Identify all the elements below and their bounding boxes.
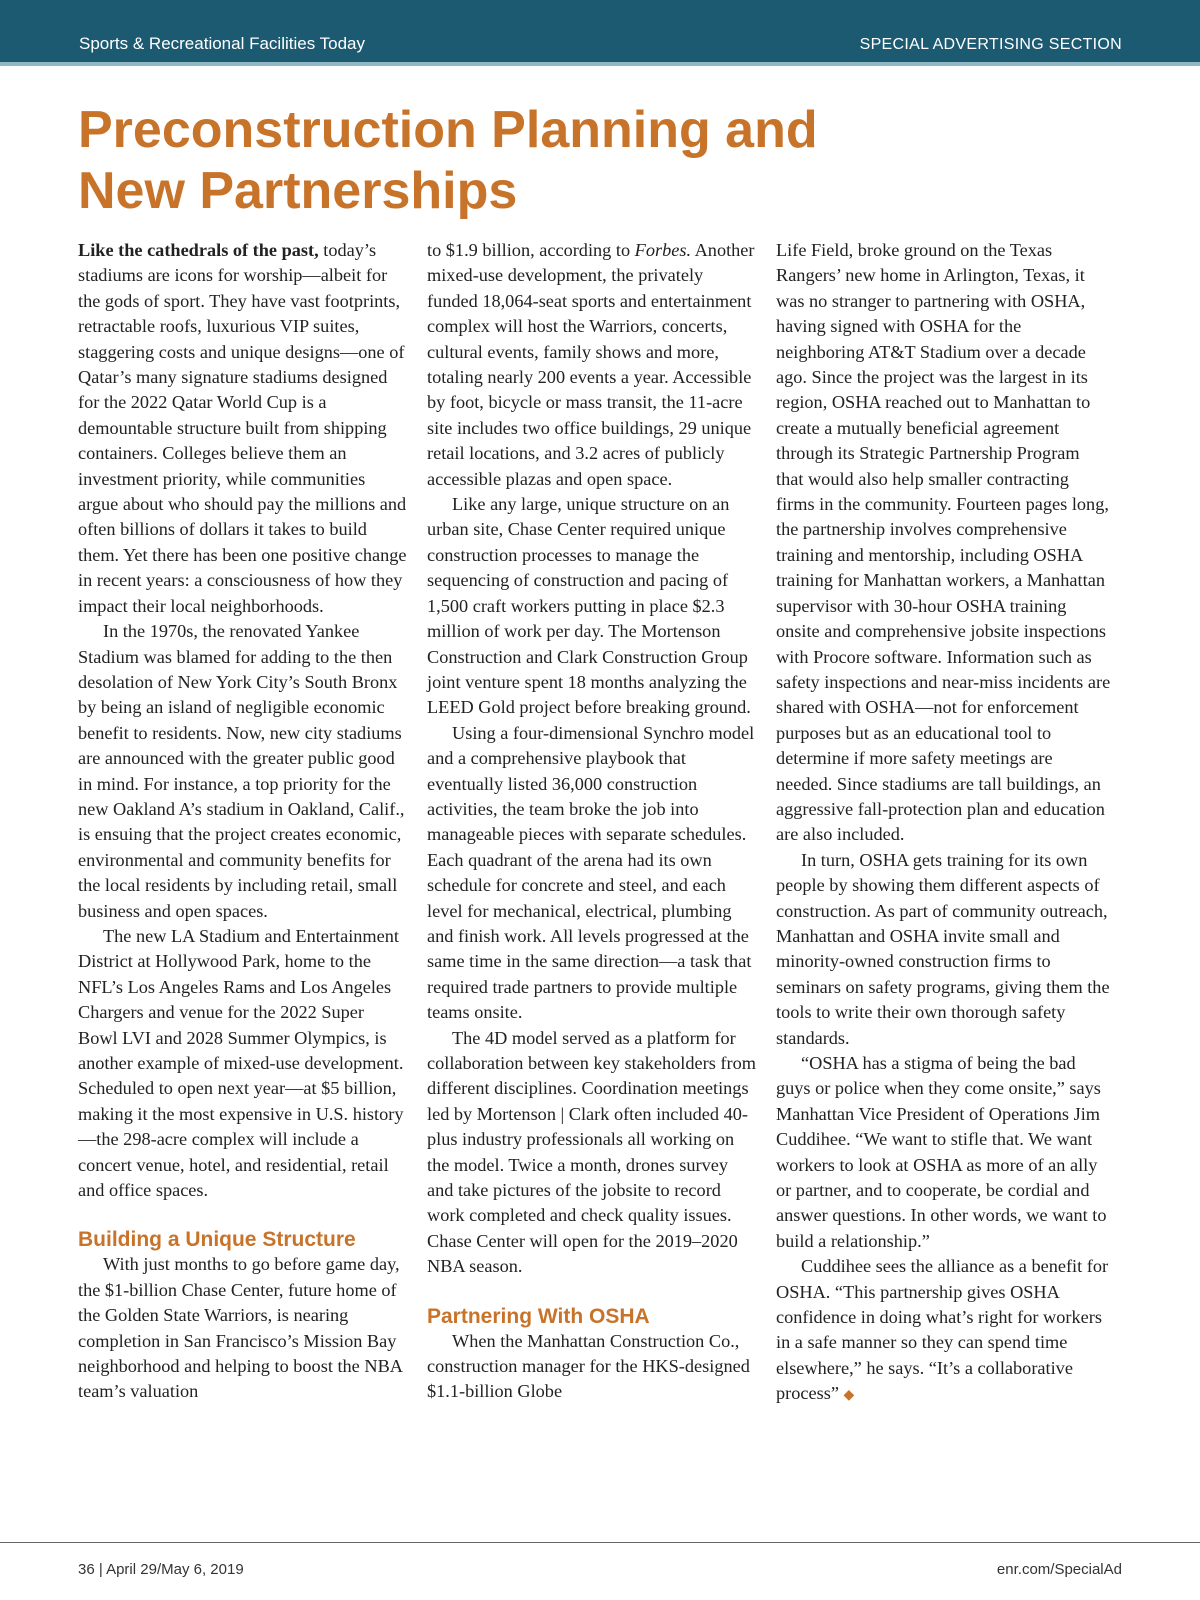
article-paragraph: Life Field, broke ground on the Texas Rangers’ new home in Arlington, Texas, it was no stranger to partnering with OSHA, having signed with OSHA for the neighboring AT&T Stadium over a decade ago. Since the project was the largest in its region, OSHA reached out to Manhattan to create a mutually beneficial agreement through its Strategic Partnership Program that would also help smaller contracting firms in the community. Fourteen pages long, the partnership involves comprehensive training and mentorship, including OSHA training for Manhattan workers, a Manhattan supervisor with 30-hour OSHA training onsite and comprehensive jobsite inspections with Procore software. Information such as safety inspections and near-miss incidents are shared with OSHA—not for enforcement purposes but as an educational tool to determine if more safety meetings are needed. Since stadiums are tall buildings, an aggressive fall-protection plan and education are also included. bbox=[776, 240, 1111, 845]
footer-divider bbox=[0, 1542, 1200, 1543]
paragraph-text: Another mixed-use development, the privately funded 18,064-seat sports and entertainment complex will host the Warriors, concerts, cultural events, family shows and more, totaling nearly 200 events a year. Accessible by foot, bicycle or mass transit, the 11-acre site includes two office buildings, 29 unique retail locations, and 3.2 acres of publicly accessible plazas and open space. bbox=[427, 240, 755, 489]
article-column-2 bbox=[427, 238, 757, 1405]
article-paragraph bbox=[78, 238, 408, 619]
article-paragraph: Like any large, unique structure on an urban site, Chase Center required unique construction processes to manage the sequencing of construction and pacing of 1,500 craft workers putting in place $2.3 million of work per day. The Mortenson Construction and Clark Construction Group joint venture spent 18 months analyzing the LEED Gold project before breaking ground. bbox=[427, 494, 751, 718]
title-line-1: Preconstruction Planning and bbox=[78, 101, 818, 159]
article-paragraph: “OSHA has a stigma of being the bad guys or police when they come onsite,” says Manhattan Vice President of Operations Jim Cuddihee. “We want to stifle that. We want workers to look at OSHA as more of an ally or partner, and to cooperate, be cordial and answer questions. In other words, we want to build a relationship.” bbox=[776, 1053, 1107, 1251]
article-paragraph bbox=[776, 1254, 1111, 1408]
article-paragraph: When the Manhattan Construction Co., construction manager for the HKS-designed $1.1-billion Globe bbox=[427, 1330, 750, 1402]
section-label: SPECIAL ADVERTISING SECTION bbox=[859, 36, 1122, 53]
article-paragraph: Using a four-dimensional Synchro model and a comprehensive playbook that eventually listed 36,000 construction activities, the team broke the job into manageable pieces with separate schedules. Each quadrant of the arena had its own schedule for concrete and steel, and each level for mechanical, electrical, plumbing and finish work. All levels progressed at the same time in the same direction—a task that required trade partners to provide multiple teams onsite. bbox=[427, 722, 755, 1023]
paragraph-text: today’s stadiums are icons for worship—albeit for the gods of sport. They have vast footprints, retractable roofs, luxurious VIP suites, staggering costs and unique designs—one of Qatar’s many signature stadiums designed for the 2022 Qatar World Cup is a demountable structure built from shipping containers. Colleges believe them an investment priority, while communities argue about who should pay the millions and often billions of dollars it takes to build them. Yet there has been one positive change in recent years: a consciousness of how they impact their local neighborhoods. bbox=[78, 240, 407, 616]
title-line-2: New Partnerships bbox=[78, 162, 518, 220]
publication-name: Sports & Recreational Facilities Today bbox=[79, 34, 365, 53]
article-column-3 bbox=[776, 238, 1111, 1409]
article-paragraph: In turn, OSHA gets training for its own people by showing them different aspects of construction. As part of community outreach, Manhattan and OSHA invite small and minority-owned construction firms to seminars on safety programs, giving them the tools to write their own thorough safety standards. bbox=[776, 849, 1110, 1048]
forbes-italic: Forbes. bbox=[634, 240, 692, 260]
article-paragraph: The 4D model served as a platform for collaboration between key stakeholders from different disciplines. Coordination meetings led by Mortenson | Clark often included 40-plus industry professionals all working on the model. Twice a month, drones survey and take pictures of the jobsite to record work completed and check quality issues. Chase Center will open for the 2019–2020 NBA season. bbox=[427, 1027, 756, 1277]
header-bar bbox=[0, 0, 1200, 66]
page-title bbox=[78, 100, 1078, 222]
article-paragraph bbox=[427, 238, 757, 492]
article-paragraph: In the 1970s, the renovated Yankee Stadium was blamed for adding to the then desolation of New York City’s South Bronx by being an island of negligible economic benefit to residents. Now, new city stadiums are announced with the greater public good in mind. For instance, a top priority for the new Oakland A’s stadium in Oakland, Calif., is ensuing that the project creates economic, environmental and community benefits for the local residents by including retail, small business and open spaces. bbox=[78, 621, 405, 921]
article-paragraph: With just months to go before game day, the $1-billion Chase Center, future home of the Golden State Warriors, is nearing completion in San Francisco’s Mission Bay neighborhood and helping to boost the NBA team’s valuation bbox=[78, 1254, 402, 1402]
paragraph-text: to $1.9 billion, according to bbox=[427, 240, 635, 260]
article-paragraph: The new LA Stadium and Entertainment District at Hollywood Park, home to the NFL’s Los Angeles Rams and Los Angeles Chargers and venue for the 2022 Super Bowl LVI and 2028 Summer Olympics, is another example of mixed-use development. Scheduled to open next year—at $5 billion, making it the most expensive in U.S. history—the 298-acre complex will include a concert venue, hotel, and residential, retail and office spaces. bbox=[78, 925, 404, 1201]
footer-url: enr.com/SpecialAd bbox=[996, 1561, 1122, 1578]
subhead-building-structure: Building a Unique Structure bbox=[78, 1228, 356, 1252]
subhead-partnering-osha: Partnering With OSHA bbox=[427, 1304, 650, 1328]
page-number-date: 36 | April 29/May 6, 2019 bbox=[78, 1561, 244, 1578]
article-column-1 bbox=[78, 238, 408, 1405]
lead-in: Like the cathedrals of the past, bbox=[78, 240, 319, 260]
end-diamond-icon: ◆ bbox=[843, 1388, 855, 1404]
paragraph-text: Cuddihee sees the alliance as a benefit for OSHA. “This partnership gives OSHA confidence in doing what’s right for workers in a safe manner so they can spend time elsewhere,” he says. “It’s a collaborative process” bbox=[776, 1256, 1109, 1404]
